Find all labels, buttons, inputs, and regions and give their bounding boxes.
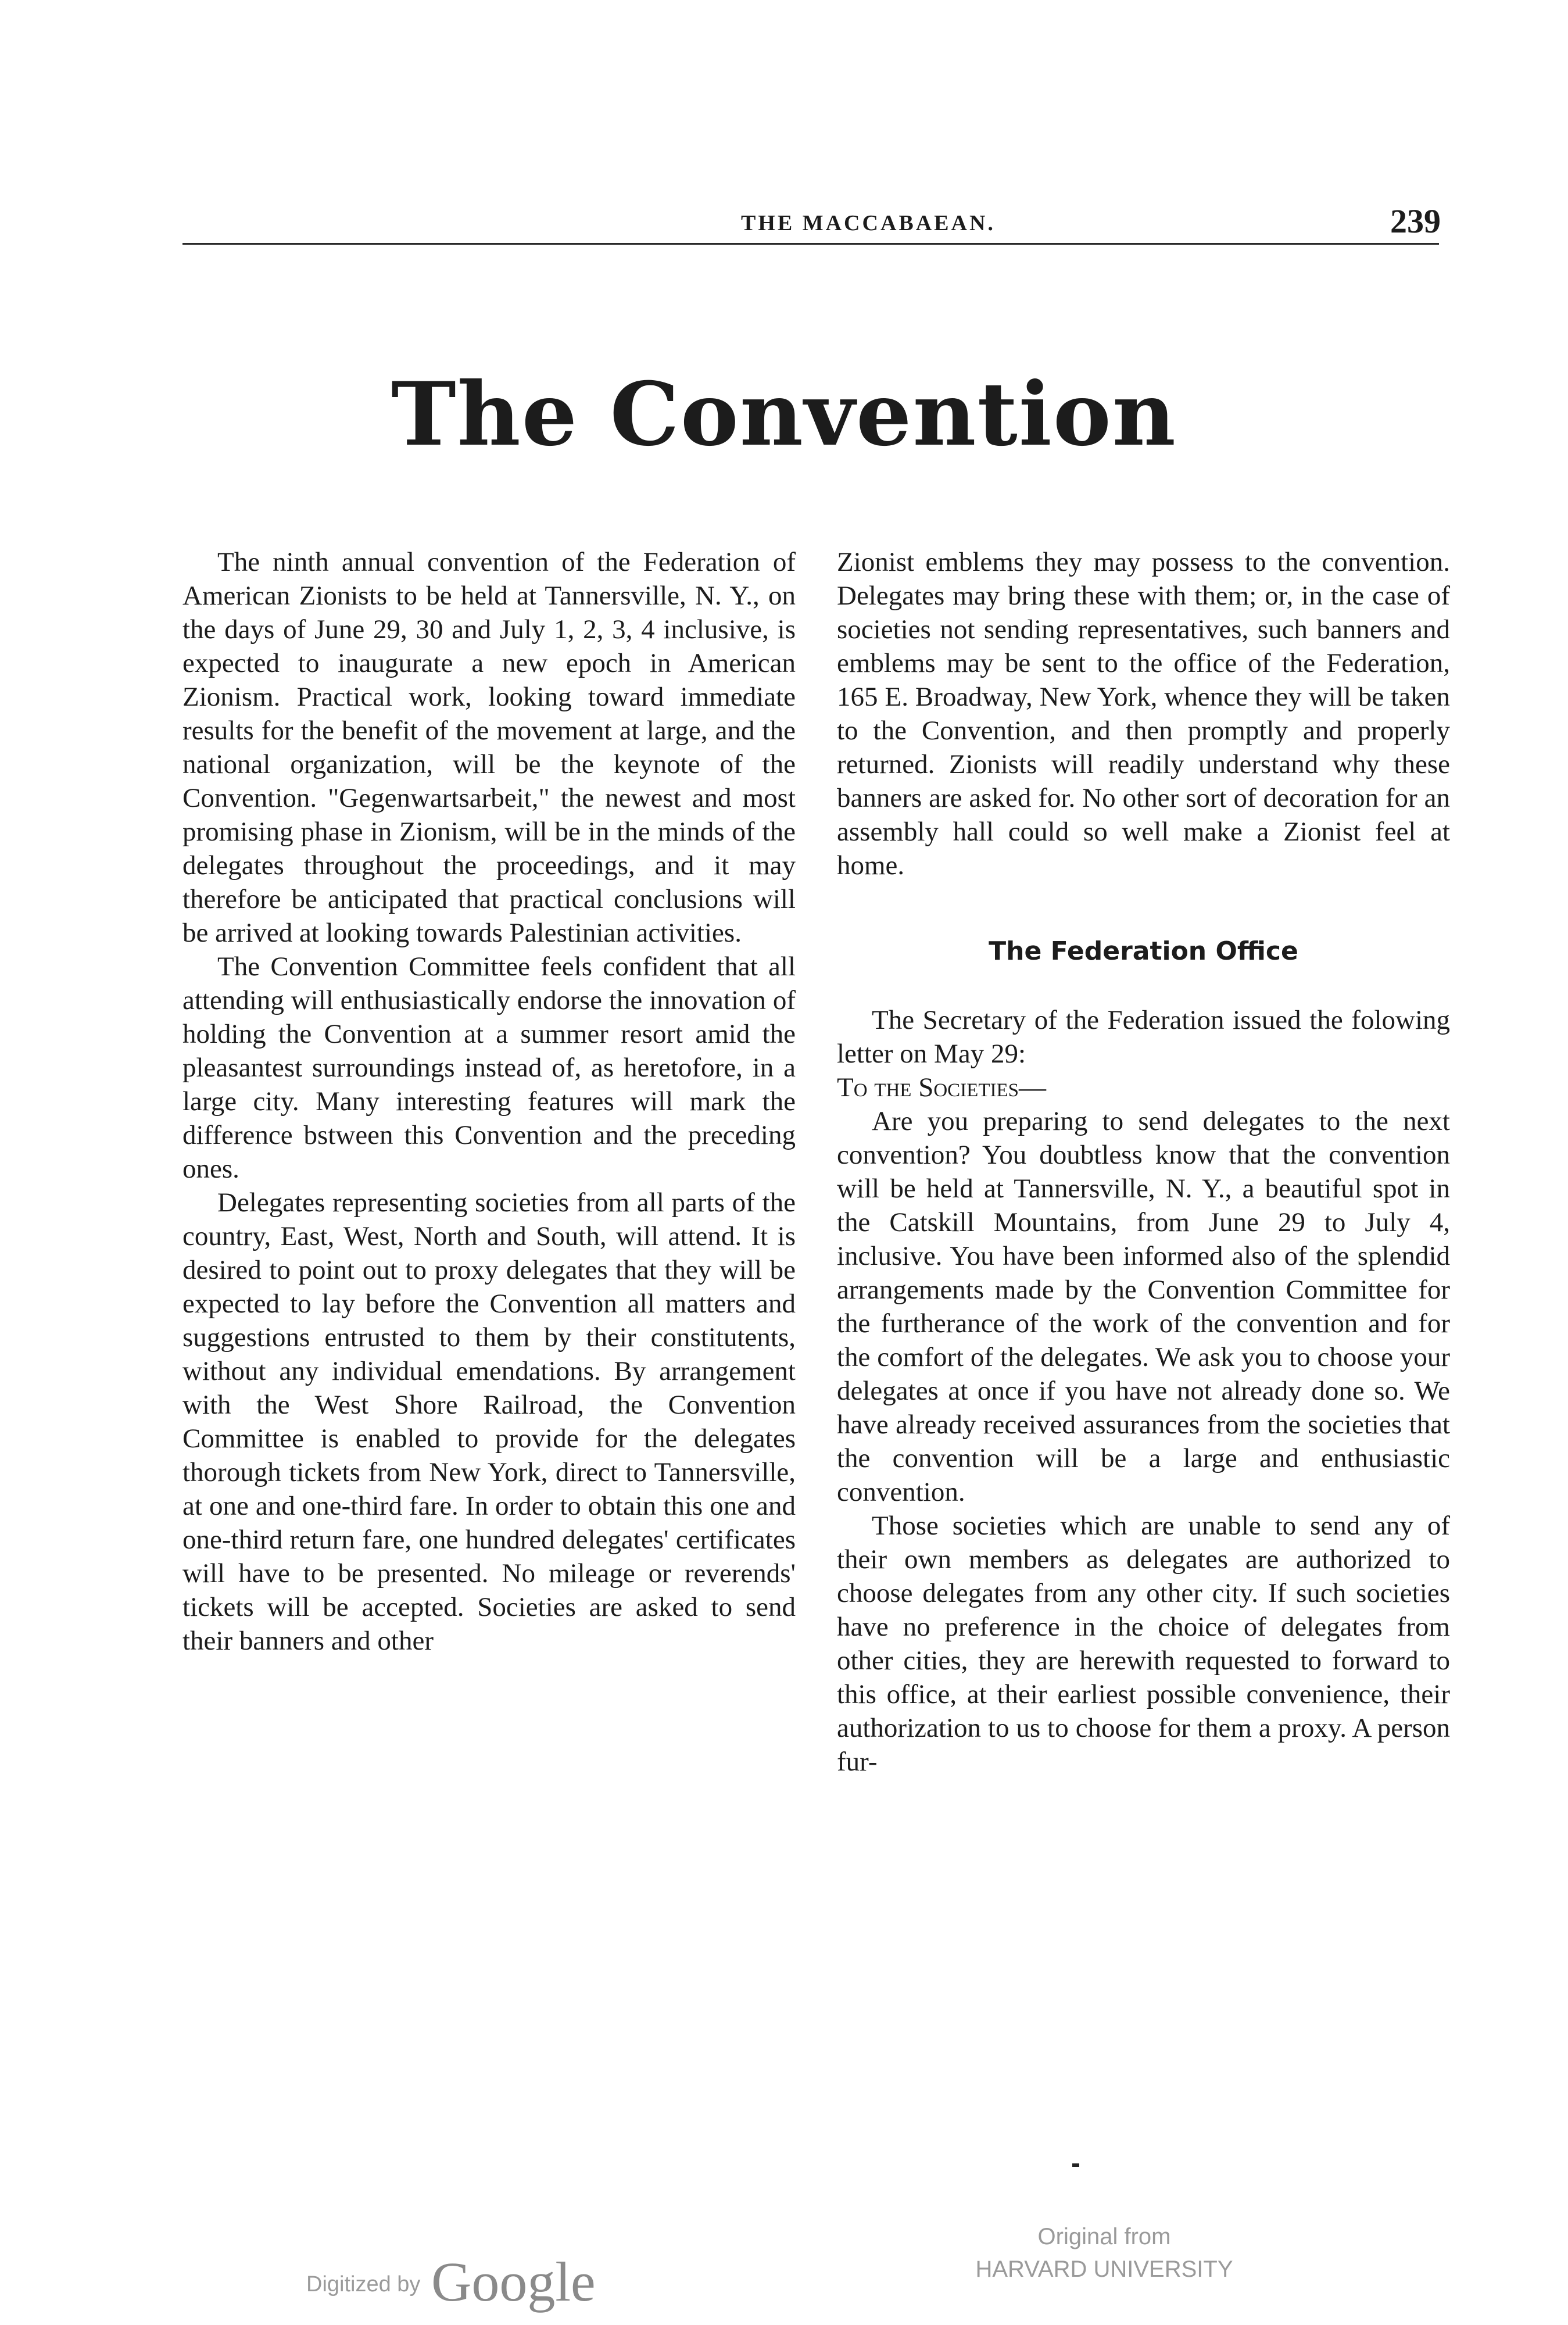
institution-label: HARVARD UNIVERSITY — [975, 2256, 1233, 2282]
digitized-by-text: Digitized by — [306, 2272, 421, 2297]
article-title: The Convention — [391, 363, 1177, 466]
original-source — [959, 2220, 1250, 2285]
right-paragraph-1: The Secretary of the Federation issued the folowing letter on May 29: — [837, 1005, 1450, 1069]
digitized-by-label — [306, 2249, 596, 2314]
header-rule — [182, 243, 1439, 245]
original-from-label: Original from — [1037, 2224, 1171, 2249]
running-head: THE MACCABAEAN. — [741, 211, 996, 235]
right-column — [837, 545, 1450, 1779]
salutation: To the Societies— — [837, 1072, 1046, 1103]
right-paragraph-continued: Zionist emblems they may possess to the convention. Delegates may bring these with them; or, in the case of societies not sending representatives, such banners and emblems may be sent to the office of the Federation, 165 E. Broadway, New York, whence they will be taken to the Convention, and then promptly and properly returned. Zionists will readily understand why these banners are asked for. No other sort of decoration for an assembly hall could so well make a Zionist feel at home. — [837, 547, 1450, 881]
left-column — [182, 545, 796, 1658]
stray-mark — [1072, 2163, 1079, 2167]
left-paragraph-3: Delegates representing societies from all parts of the country, East, West, North and South, will attend. It is desired to point out to proxy delegates that they will be expected to lay before the Convention all matters and suggestions entrusted to them by their constitutents, without any individual emendations. By arrangement with the West Shore Railroad, the Convention Committee is enabled to provide for the delegates thorough tickets from New York, direct to Tannersville, at one and one-third fare. In order to obtain this one and one-third return fare, one hundred delegates' certificates will have to be presented. No mileage or reverends' tickets will be accepted. Societies are asked to send their banners and other — [182, 1187, 796, 1656]
page-number: 239 — [1390, 202, 1441, 240]
section-heading: The Federation Office — [989, 936, 1298, 966]
left-paragraph-1: The ninth annual convention of the Federation of American Zionists to be held at Tannersville, N. Y., on the days of June 29, 30 and July 1, 2, 3, 4 inclusive, is expected to inaugurate a new epoch in American Zionism. Practical work, looking toward immediate results for the benefit of the movement at large, and the national organization, will be the keynote of the Convention. "Gegenwartsarbeit," the newest and most promising phase in Zionism, will be in the minds of the delegates throughout the proceedings, and it may therefore be anticipated that practical conclusions will be arrived at looking towards Palestinian activities. — [182, 547, 796, 948]
left-paragraph-2: The Convention Committee feels confident that all attending will enthusiastically endorse the innovation of holding the Convention at a summer resort amid the pleasantest surroundings instead of, as heretofore, in a large city. Many interesting features will mark the difference bstween this Convention and the preceding ones. — [182, 952, 796, 1184]
right-paragraph-2: Are you preparing to send delegates to the next convention? You doubtless know that the convention will be held at Tannersville, N. Y., a beautiful spot in the Catskill Mountains, from June 29 to July 4, inclusive. You have been informed also of the splendid arrangements made by the Convention Committee for the furtherance of the work of the convention and for the comfort of the delegates. We ask you to choose your delegates at once if you have not already done so. We have already received assurances from the societies that the convention will be a large and enthusiastic convention. — [837, 1106, 1450, 1507]
google-logo: Google — [431, 2251, 596, 2313]
right-paragraph-3: Those societies which are unable to send any of their own members as delegates are authorized to choose delegates from any other city. If such societies have no preference in the choice of delegates from other cities, they are herewith requested to forward to this office, at their earliest possible convenience, their authorization to us to choose for them a proxy. A person fur- — [837, 1511, 1450, 1777]
